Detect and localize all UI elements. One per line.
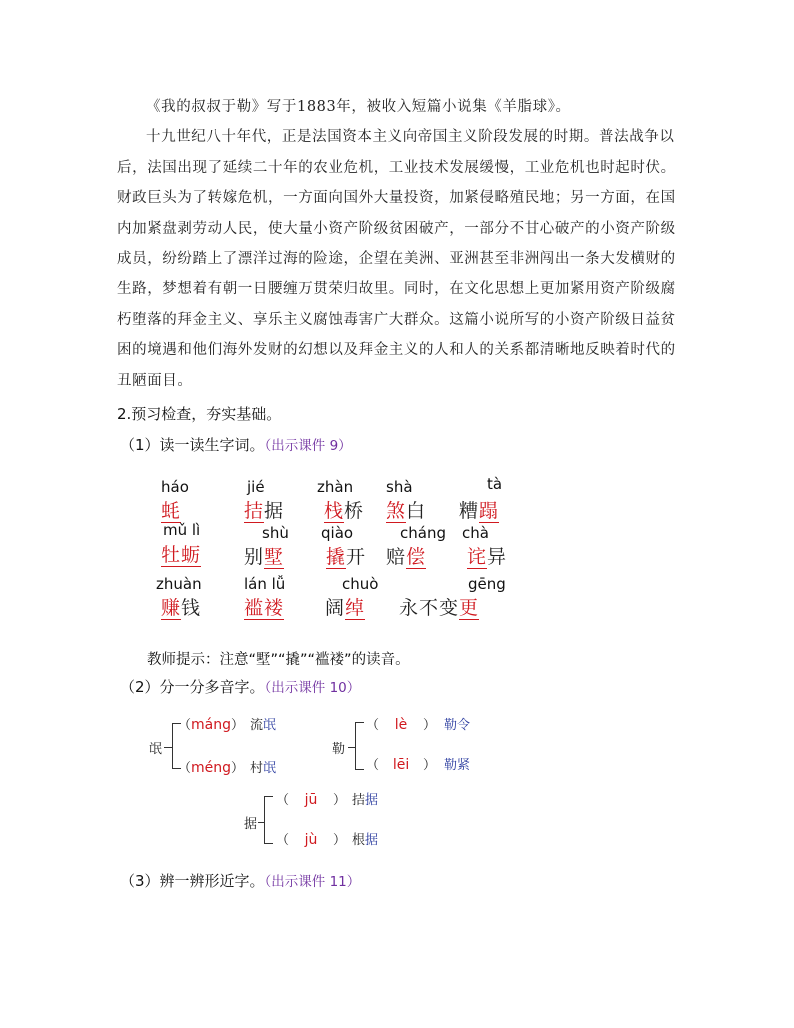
polyphone-pinyin: méng: [191, 760, 232, 776]
polyphone-pinyin: máng: [191, 717, 231, 733]
vocab-word: [326, 542, 366, 569]
pinyin: shà: [386, 478, 413, 496]
polyphone-root: 据: [244, 817, 258, 832]
pinyin: shù: [262, 524, 289, 542]
vocab-red: 撬: [326, 546, 347, 568]
vocab-word: [325, 593, 365, 620]
pinyin: mǔ lì: [163, 521, 201, 539]
polyphone-highlight: 据: [365, 793, 379, 808]
vocab-black: 阔: [325, 597, 346, 619]
vocab-word: [399, 593, 479, 620]
polyphone-word: 根: [352, 833, 366, 848]
polyphone-word: 流: [250, 718, 264, 733]
bracket-tick: [164, 747, 172, 748]
vocab-red: 牡蛎: [161, 544, 202, 566]
brace-bracket: [264, 796, 273, 844]
pinyin: chà: [462, 524, 489, 542]
vocab-black: 异: [487, 546, 508, 568]
paren-close: ）: [333, 793, 347, 808]
vocab-red: 诧: [467, 546, 488, 568]
vocab-red: 更: [459, 597, 480, 619]
sub-2-heading: [120, 676, 360, 697]
vocab-word: [386, 496, 426, 523]
paren-close: ）: [231, 761, 245, 776]
vocab-word: [467, 542, 507, 569]
vocab-word: [386, 542, 426, 569]
polyphone-highlight: 勒紧: [444, 758, 471, 773]
vocab-black: 糟: [459, 500, 480, 522]
sub-1-label: （1）读一读生字词。: [120, 436, 265, 454]
polyphone-item: [178, 714, 276, 733]
vocab-red: 栈: [324, 500, 345, 522]
vocab-word: [459, 496, 499, 523]
vocab-red: 蹋: [479, 500, 500, 522]
teacher-note: 教师提示：注意“墅”“撬”“褴褛”的读音。: [147, 652, 410, 668]
pinyin: cháng: [400, 524, 446, 542]
vocab-red: 拮: [244, 500, 265, 522]
intro-paragraph-2: 十九世纪八十年代，正是法国资本主义向帝国主义阶段发展的时期。普法战争以后，法国出现了延续二十年的农业危机，工业技术发展缓慢，工业危机也时起时伏。财政巨头为了转嫁危机，一方面向国外大量投资，加紧侵略殖民地；另一方面，在国内加紧盘剥劳动人民，使大量小资产阶级贫困破产，一部分不甘心破产的小资产阶级成员，纷纷踏上了漂洋过海的险途，企望在美洲、亚洲甚至非洲闯出一条大发横财的生路，梦想着有朝一日腰缠万贯荣归故里。同时，在文化思想上更加紧用资产阶级腐朽堕落的拜金主义、享乐主义腐蚀毒害广大群众。这篇小说所写的小资产阶级日益贫困的境遇和他们海外发财的幻想以及拜金主义的人和人的关系都清晰地反映着时代的丑陋面目。: [117, 129, 676, 389]
polyphone-pinyin: jū: [304, 792, 318, 808]
polyphone-item: [366, 754, 470, 773]
polyphone-pinyin: jù: [304, 832, 318, 848]
paren-open: （: [366, 718, 380, 733]
intro-paragraph-1: 《我的叔叔于勒》写于1883年，被收入短篇小说集《羊脂球》。: [146, 99, 571, 115]
intro-text: [117, 92, 677, 396]
paren-open: （: [366, 758, 380, 773]
polyphone-item: [366, 714, 470, 733]
vocab-black: 永不变: [399, 597, 460, 619]
polyphone-root: 氓: [149, 742, 163, 757]
vocab-black: 开: [346, 546, 367, 568]
paren-close: ）: [333, 833, 347, 848]
vocab-black: 钱: [181, 597, 202, 619]
vocab-red: 偿: [406, 546, 427, 568]
polyphone-pinyin: lè: [394, 717, 408, 733]
pinyin: jié: [247, 478, 265, 496]
pinyin: tà: [487, 475, 503, 493]
pinyin: gēng: [468, 575, 506, 593]
vocab-black: 白: [406, 500, 427, 522]
polyphone-item: [276, 829, 378, 848]
polyphone-item: [276, 789, 378, 808]
polyphone-pinyin: lēi: [392, 757, 410, 773]
polyphone-item: [178, 757, 276, 776]
vocab-word: [244, 496, 284, 523]
vocab-red: 绰: [345, 597, 366, 619]
pinyin: zhàn: [317, 478, 354, 496]
vocab-word: [161, 593, 201, 620]
vocab-red: 蚝: [161, 500, 182, 522]
pinyin: lán lǚ: [244, 575, 286, 593]
paren-open: （: [276, 793, 290, 808]
polyphone-highlight: 据: [365, 833, 379, 848]
paren-close: ）: [423, 758, 437, 773]
pinyin: háo: [161, 478, 189, 496]
paren-close: ）: [231, 718, 245, 733]
sub-3-courseware: （出示课件 11）: [264, 874, 361, 890]
vocab-word: [161, 496, 181, 523]
polyphone-root: 勒: [332, 742, 346, 757]
vocab-black: 桥: [344, 500, 365, 522]
polyphone-highlight: 氓: [263, 761, 277, 776]
vocab-red: 褴褛: [244, 597, 285, 619]
brace-bracket: [355, 722, 364, 770]
vocab-black: 赔: [386, 546, 407, 568]
sub-1-courseware: （出示课件 9）: [264, 438, 352, 454]
sub-1-heading: [120, 434, 352, 455]
polyphone-word: 拮: [352, 793, 366, 808]
vocab-word: [161, 540, 201, 567]
bracket-tick: [348, 747, 355, 748]
vocab-red: 墅: [264, 546, 285, 568]
pinyin: chuò: [342, 575, 379, 593]
sub-2-courseware: （出示课件 10）: [264, 680, 361, 696]
vocab-black: 据: [264, 500, 285, 522]
paren-open: （: [178, 718, 192, 733]
pinyin: zhuàn: [156, 575, 202, 593]
paren-open: （: [276, 833, 290, 848]
sub-3-heading: [120, 870, 360, 891]
vocab-red: 煞: [386, 500, 407, 522]
polyphone-highlight: 勒令: [444, 718, 471, 733]
vocab-red: 赚: [161, 597, 182, 619]
polyphone-word: 村: [250, 761, 264, 776]
vocab-word: [244, 542, 284, 569]
vocab-word: [324, 496, 364, 523]
pinyin: qiào: [321, 524, 354, 542]
section-2-title: 2.预习检查，夯实基础。: [117, 405, 282, 423]
vocab-word: [244, 593, 284, 620]
sub-2-label: （2）分一分多音字。: [120, 678, 265, 696]
paren-close: ）: [423, 718, 437, 733]
polyphone-highlight: 氓: [263, 718, 277, 733]
paren-open: （: [178, 761, 192, 776]
vocab-black: 别: [244, 546, 265, 568]
sub-3-label: （3）辨一辨形近字。: [120, 872, 265, 890]
